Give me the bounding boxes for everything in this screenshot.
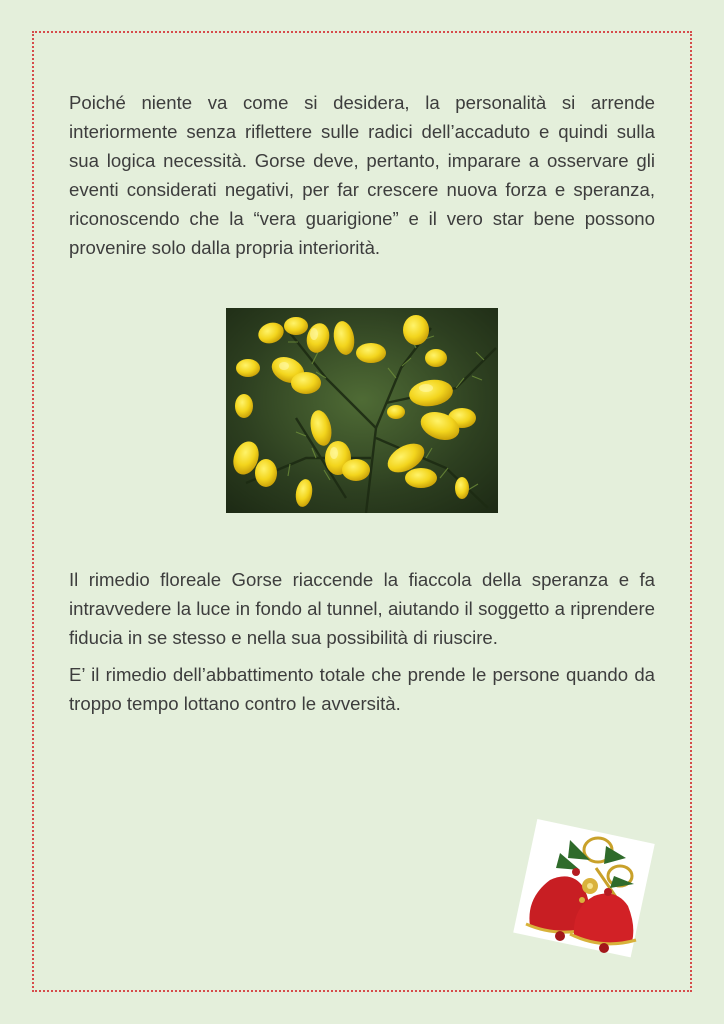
paragraph-remedy: Il rimedio floreale Gorse riaccende la fiaccola della speranza e fa intravvedere la luce in fondo al tunnel, aiutando il soggetto a riprendere fiducia in se stesso e nella sua possibilità di riuscire. — [69, 569, 655, 648]
paragraph-despair: E’ il rimedio dell’abbattimento totale che prende le persone quando da troppo tempo lottano contro le avversità. — [69, 664, 655, 714]
christmas-bells-icon — [510, 818, 656, 958]
gorse-flowers-photo — [226, 308, 498, 513]
paragraph-intro: Poiché niente va come si desidera, la personalità si arrende interiormente senza riflettere sulle radici dell’accaduto e quindi sulla sua logica necessità. Gorse deve, pertanto, imparare a osservare gli eventi considerati negativi, per far crescere nuova forza e speranza, riconoscendo che la “vera guarigione” e il vero star bene possono provenire solo dalla propria interiorità. — [69, 92, 655, 258]
